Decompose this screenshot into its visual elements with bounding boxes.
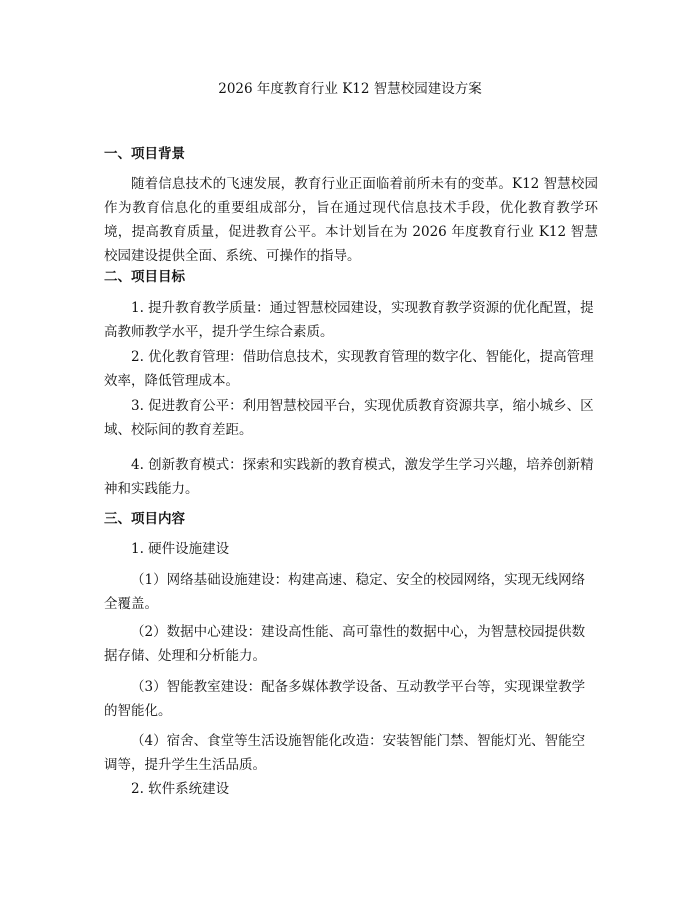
hardware-item-3: （3）智能教室建设：配备多媒体教学设备、互动教学平台等，实现课堂教学的智能化。 xyxy=(104,679,586,719)
goal-item-4: 4. 创新教育模式：探索和实践新的教育模式，激发学生学习兴趣，培养创新精神和实践能力。 xyxy=(104,457,594,497)
section-heading-content: 三、项目内容 xyxy=(104,511,185,527)
hardware-item-1: （1）网络基础设施建设：构建高速、稳定、安全的校园网络，实现无线网络全覆盖。 xyxy=(104,572,586,612)
goal-item-1: 1. 提升教育教学质量：通过智慧校园建设，实现教育教学资源的优化配置，提高教师教学水平，提升学生综合素质。 xyxy=(104,300,594,340)
subsection-heading-hardware: 1. 硬件设施建设 xyxy=(131,541,230,557)
hardware-item-2: （2）数据中心建设：建设高性能、高可靠性的数据中心，为智慧校园提供数据存储、处理和分析能力。 xyxy=(104,624,586,664)
section-heading-goals: 二、项目目标 xyxy=(104,269,185,285)
goal-item-3: 3. 促进教育公平：利用智慧校园平台，实现优质教育资源共享，缩小城乡、区域、校际间的教育差距。 xyxy=(104,398,594,438)
goal-item-2: 2. 优化教育管理：借助信息技术，实现教育管理的数字化、智能化，提高管理效率，降低管理成本。 xyxy=(104,349,594,389)
document-title: 2026 年度教育行业 K12 智慧校园建设方案 xyxy=(218,81,482,97)
hardware-item-4: （4）宿舍、食堂等生活设施智能化改造：安装智能门禁、智能灯光、智能空调等，提升学生生活品质。 xyxy=(104,733,586,773)
subsection-heading-software: 2. 软件系统建设 xyxy=(131,781,230,797)
background-paragraph: 随着信息技术的飞速发展，教育行业正面临着前所未有的变革。K12 智慧校园作为教育信息化的重要组成部分，旨在通过现代信息技术手段，优化教育教学环境，提高教育质量，促进教育公平。本计划旨在为 2026 年度教育行业 K12 智慧校园建设提供全面、系统、可操作的指导。 xyxy=(104,176,598,264)
section-heading-background: 一、项目背景 xyxy=(104,146,185,162)
